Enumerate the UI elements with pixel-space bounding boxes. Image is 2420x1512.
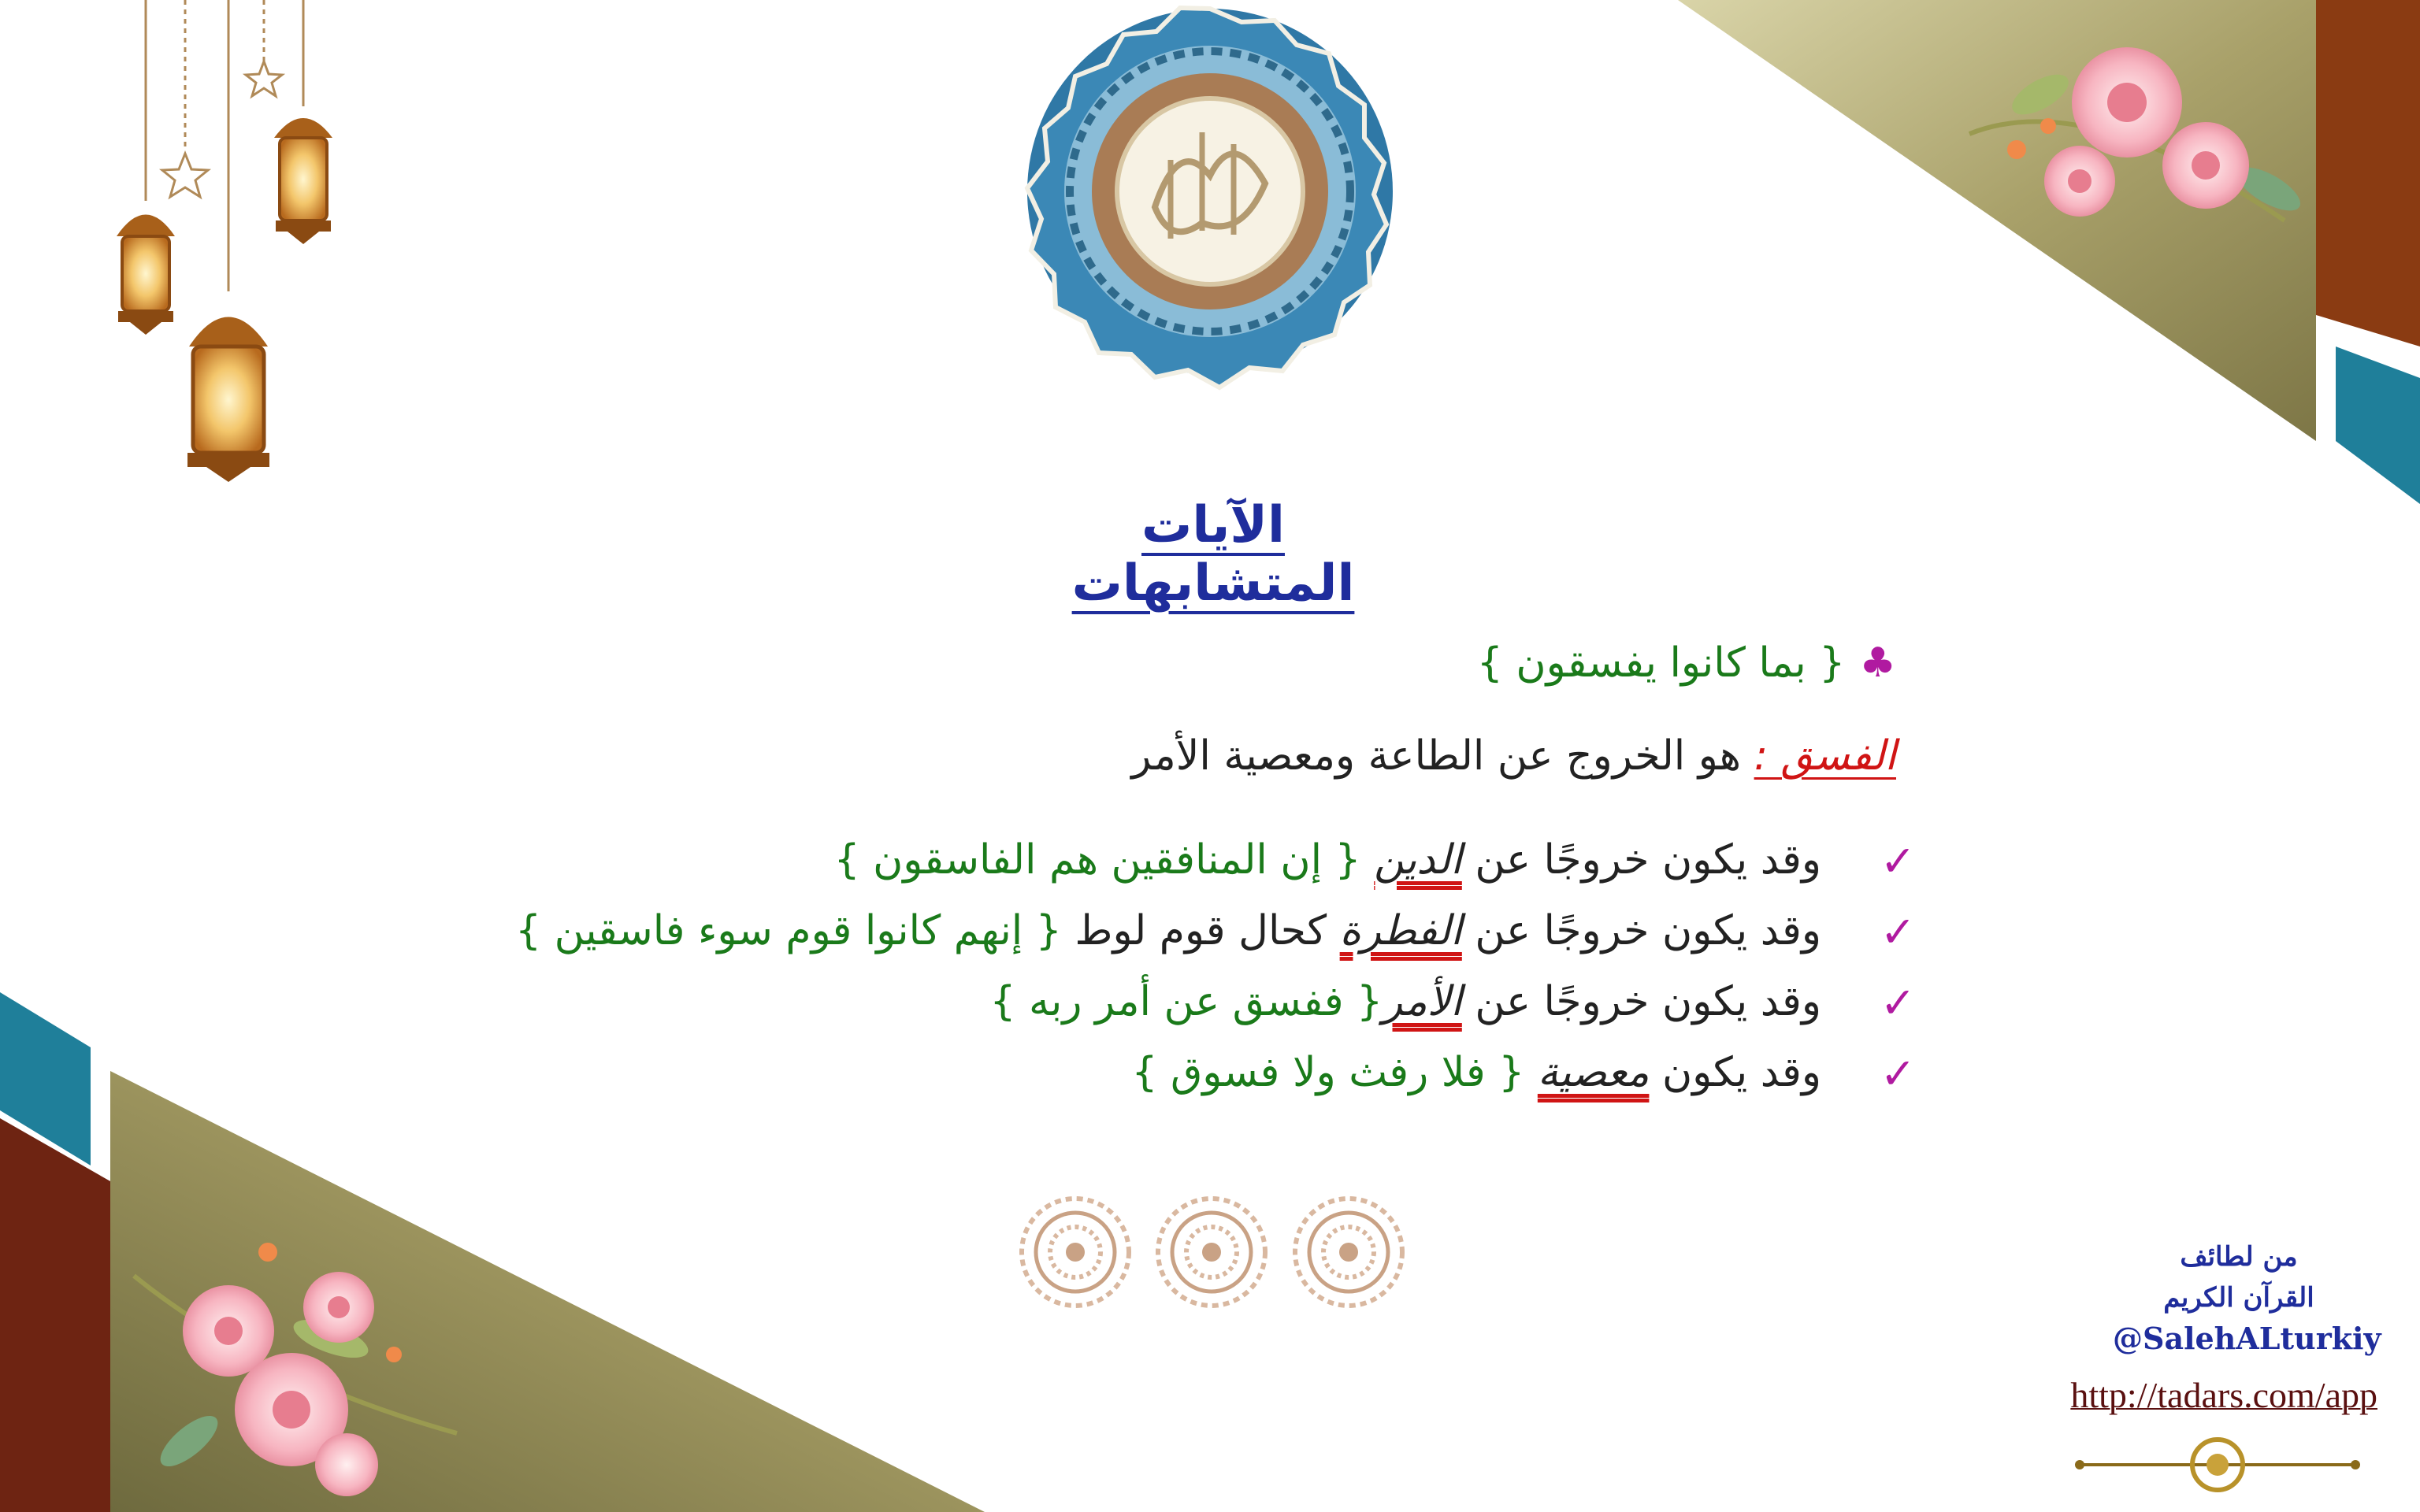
- page-title: الآيات المتشابهات: [1071, 496, 1355, 613]
- point-quote: { إنهم كانوا قوم سوء فاسقين }: [514, 907, 1062, 954]
- credit-line-2: القرآن الكريم: [2163, 1282, 2314, 1314]
- top-right-corner: [1678, 0, 2420, 504]
- point-lead: وقد يكون خروجًا عن: [1461, 907, 1821, 954]
- point-quote: { فلا رفث ولا فسوق }: [1131, 1049, 1525, 1096]
- ornament-divider: [2075, 1440, 2360, 1490]
- checkmark-icon: ✓: [1880, 836, 1916, 886]
- point-key: الدين: [1374, 836, 1462, 884]
- point-key: الفطرة: [1339, 907, 1462, 954]
- club-icon: ♣: [1859, 639, 1896, 687]
- point-quote: { ففسق عن أمر ربه }: [989, 978, 1383, 1025]
- definition-term: الفسق :: [1754, 732, 1896, 780]
- list-item: [989, 978, 1916, 1028]
- point-mid: كحال قوم لوط: [1061, 907, 1340, 954]
- list-item: [1131, 1049, 1916, 1099]
- point-lead: وقد يكون خروجًا عن: [1461, 836, 1821, 884]
- list-item: [833, 836, 1916, 886]
- point-mid: [1361, 836, 1375, 884]
- verse-line: [1477, 639, 1896, 687]
- point-lead: وقد يكون: [1649, 1049, 1821, 1096]
- point-key: الأمر: [1383, 978, 1462, 1025]
- point-lead: وقد يكون خروجًا عن: [1461, 978, 1821, 1025]
- checkmark-icon: ✓: [1880, 1049, 1916, 1099]
- verse-text: { بما كانوا يفسقون }: [1476, 639, 1846, 687]
- mandala-icon: [1295, 1199, 1402, 1306]
- list-item: [514, 907, 1916, 957]
- site-link[interactable]: http://tadars.com/app: [2070, 1375, 2377, 1415]
- rosette-emblem: [1027, 8, 1393, 387]
- checkmark-icon: ✓: [1880, 907, 1916, 957]
- mandala-icon: [1022, 1199, 1129, 1306]
- star-icon: [246, 61, 282, 96]
- point-key: معصية: [1537, 1049, 1650, 1096]
- star-icon: [162, 154, 208, 197]
- credit-handle[interactable]: @SalehALturkiy: [2113, 1321, 2381, 1356]
- mandala-icon: [1158, 1199, 1265, 1306]
- lantern-icon: [117, 215, 175, 335]
- lantern-icon: [274, 118, 332, 244]
- definition-line: [1131, 732, 1896, 780]
- credit-block: [2113, 1236, 2381, 1359]
- bottom-left-corner: [0, 992, 985, 1512]
- lantern-group: [117, 0, 332, 482]
- credit-line-1: من لطائف: [2180, 1241, 2298, 1273]
- checkmark-icon: ✓: [1880, 978, 1916, 1028]
- lantern-icon: [187, 317, 269, 483]
- definition-text: هو الخروج عن الطاعة ومعصية الأمر: [1131, 732, 1754, 780]
- point-quote: { إن المنافقين هم الفاسقون }: [833, 836, 1361, 884]
- point-mid: [1524, 1049, 1538, 1096]
